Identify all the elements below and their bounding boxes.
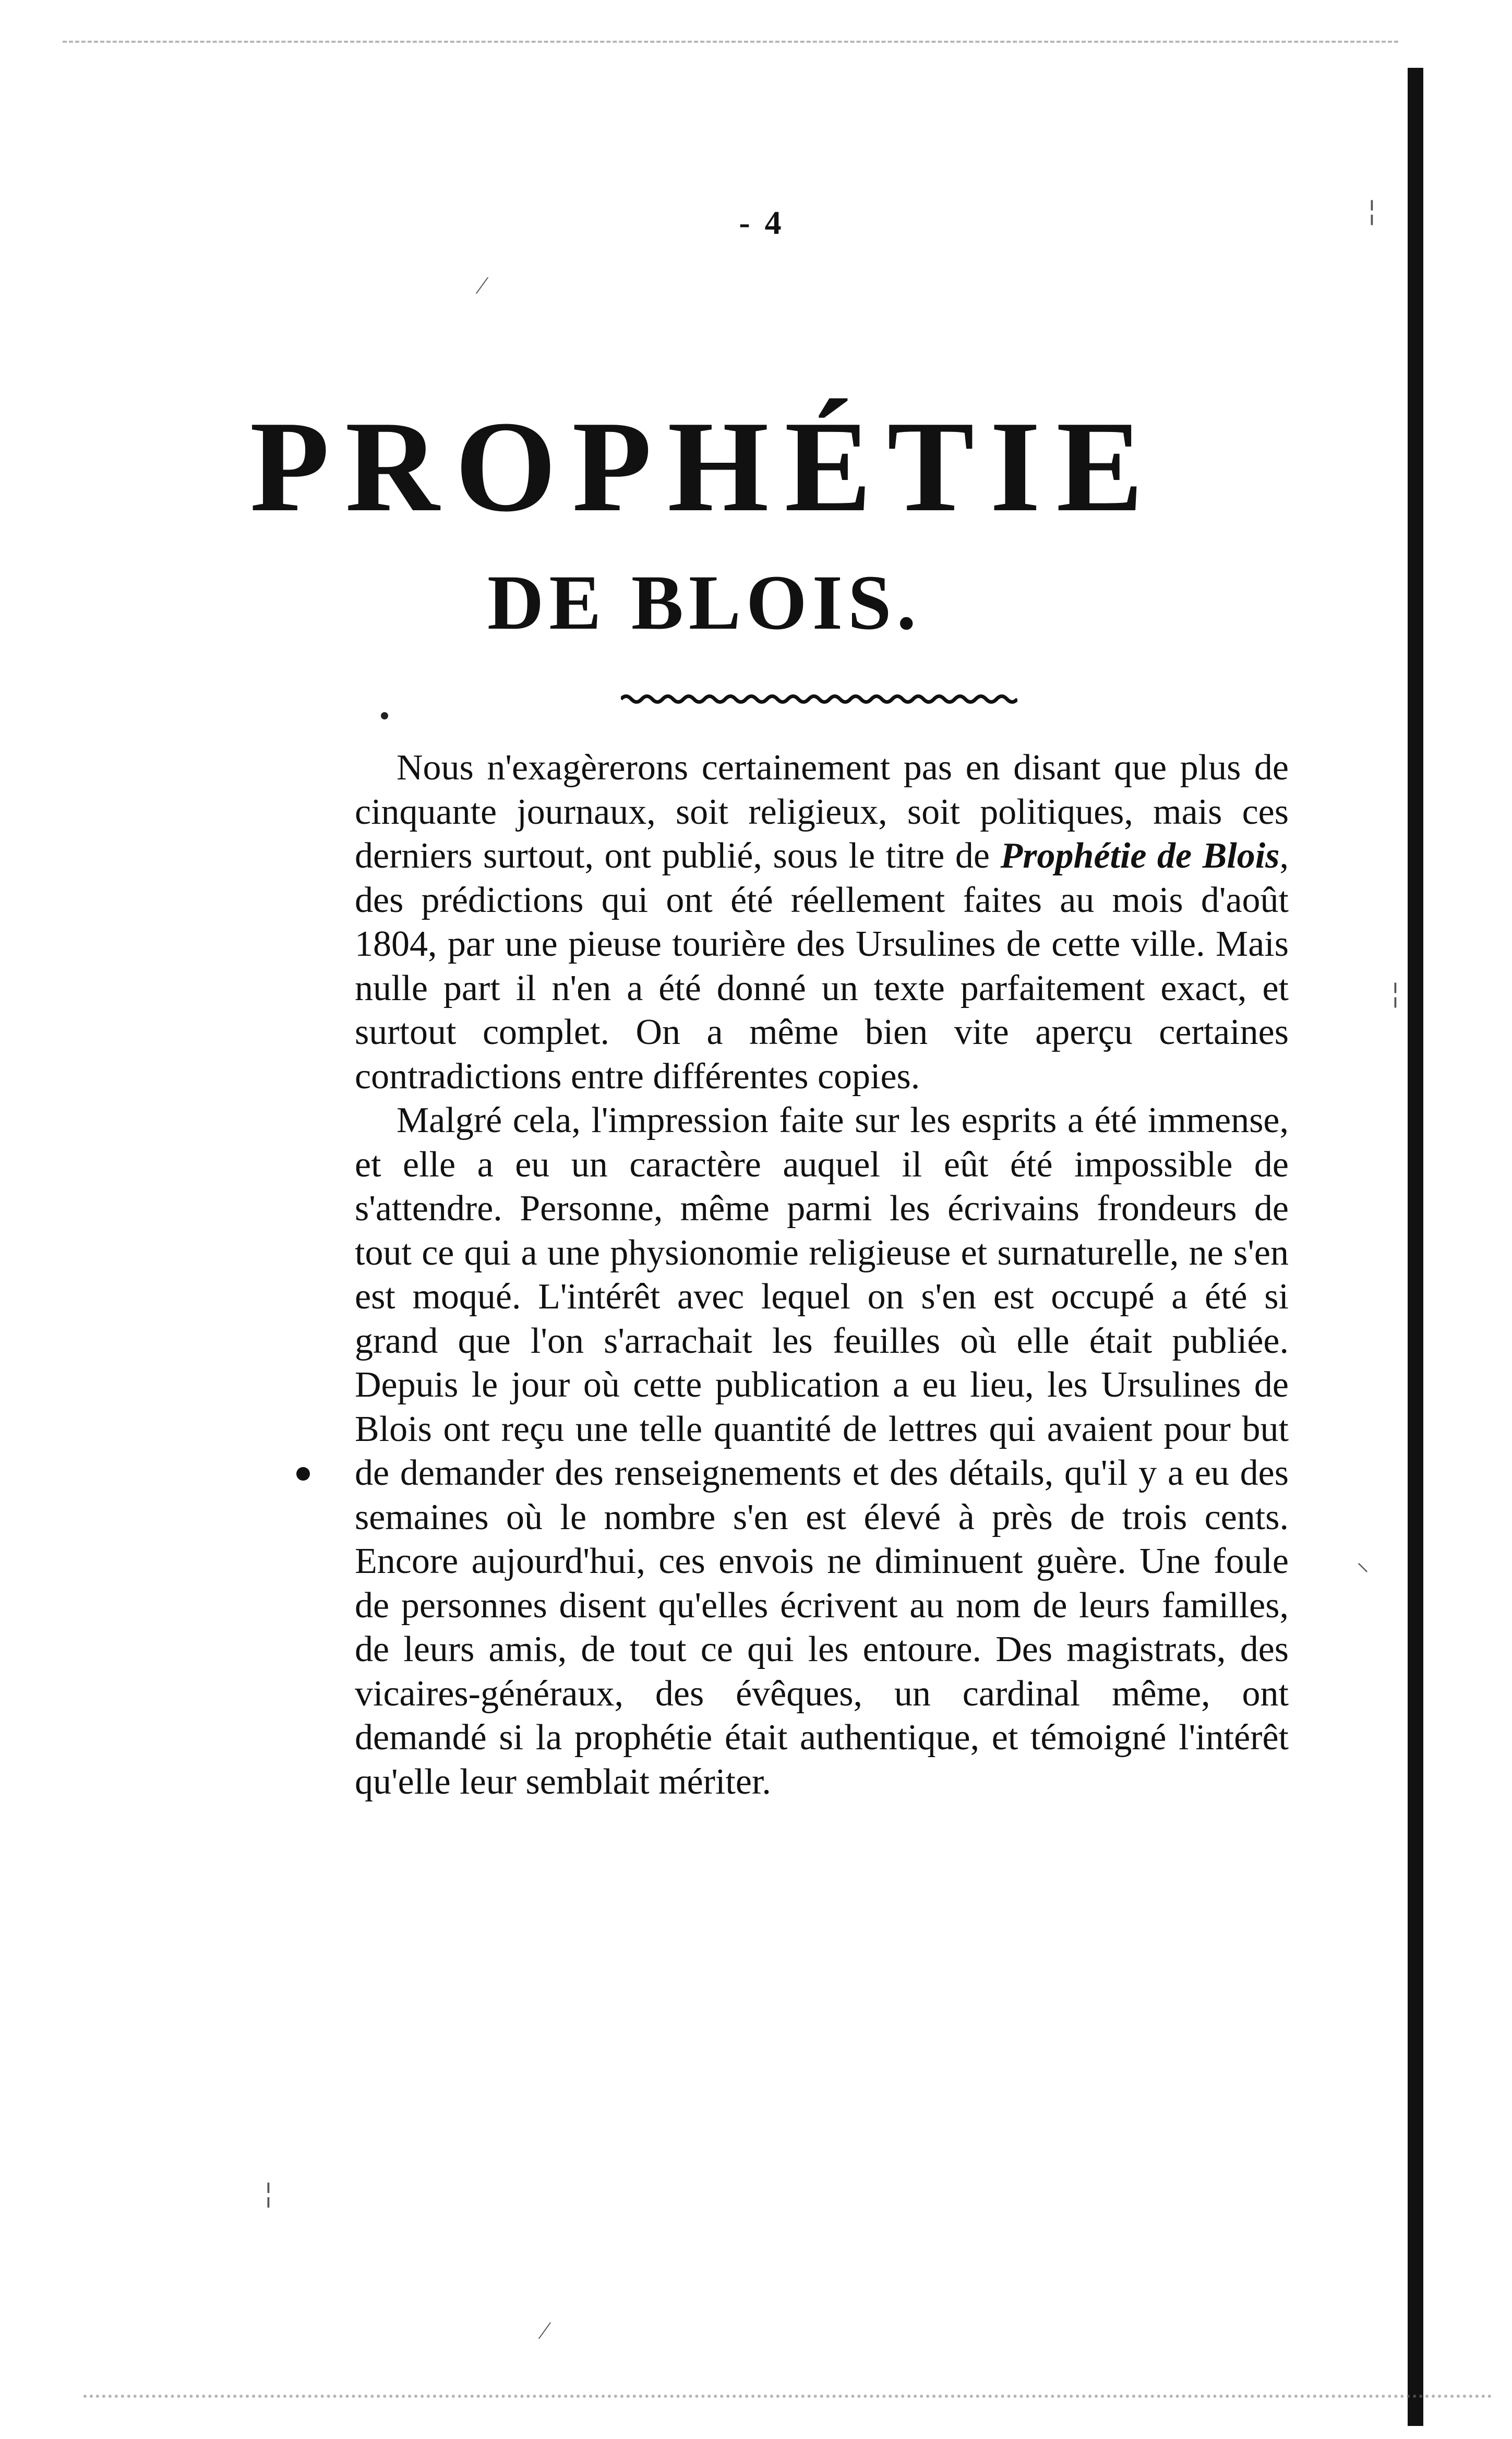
wavy-rule-ornament <box>621 691 1017 707</box>
paragraph-1-text-b: , des prédictions qui ont été réellement faites au mois d'août 1804, par une pieuse tourière des Ursulines de cette ville. Mais nulle part il n'en a été donné un texte parfaitement exact, et surtout complet. On a même bien vite aperçu certaines contradictions entre différentes copies. <box>355 836 1289 1097</box>
margin-bullet-mark <box>296 1467 310 1481</box>
margin-tick-mark: ⁄ <box>480 272 485 299</box>
bottom-edge-speckle <box>83 2395 1492 2398</box>
body-text <box>355 746 1289 1804</box>
right-margin-rule <box>1408 68 1423 2426</box>
paragraph-2: Malgré cela, l'impression faite sur les esprits a été immense, et elle a eu un caractère auquel il eût été impossible de s'attendre. Personne, même parmi les écrivains frondeurs de tout ce qui a une physionomie religieuse et surnaturelle, ne s'en est moqué. L'intérêt avec lequel on s'en est occupé a été si grand que l'on s'arrachait les feuilles où elle était publiée. Depuis le jour où cette publication a eu lieu, les Ursulines de Blois ont reçu une telle quantité de lettres qui avaient pour but de demander des renseignements et des détails, qu'il y a eu des semaines où le nombre s'en est élevé à près de trois cents. Encore aujourd'hui, ces envois ne diminuent guère. Une foule de personnes disent qu'elles écrivent au nom de leurs familles, de leurs amis, de tout ce qui les entoure. Des magistrats, des vicaires-généraux, des évêques, un cardinal même, ont demandé si la prophétie était authentique, et témoigné l'intérêt qu'elle leur semblait mériter. <box>355 1100 1289 1802</box>
margin-tick-mark: ╎ <box>1364 199 1379 227</box>
margin-tick-mark: ╎ <box>261 2182 276 2209</box>
top-edge-speckle <box>63 41 1398 43</box>
page-number: - 4 <box>739 204 785 241</box>
page-subtitle: DE BLOIS. <box>487 559 921 646</box>
paragraph-1-title-italic: Prophétie de Blois <box>1000 836 1280 876</box>
stray-dot-mark <box>381 712 388 719</box>
page-title: PROPHÉTIE <box>249 394 1159 539</box>
margin-tick-mark: ⸌ <box>1357 1559 1370 1587</box>
paragraph-1-text-a: Nous n'exagèrerons certainement pas en disant que plus de cinquante journaux, soit religieux, soit politiques, mais ces derniers surtout, ont publié, sous le titre de <box>355 748 1289 876</box>
margin-tick-mark: ╎ <box>1388 982 1403 1010</box>
margin-tick-mark: ⁄ <box>543 2317 547 2345</box>
paragraph-1 <box>355 746 1289 1099</box>
